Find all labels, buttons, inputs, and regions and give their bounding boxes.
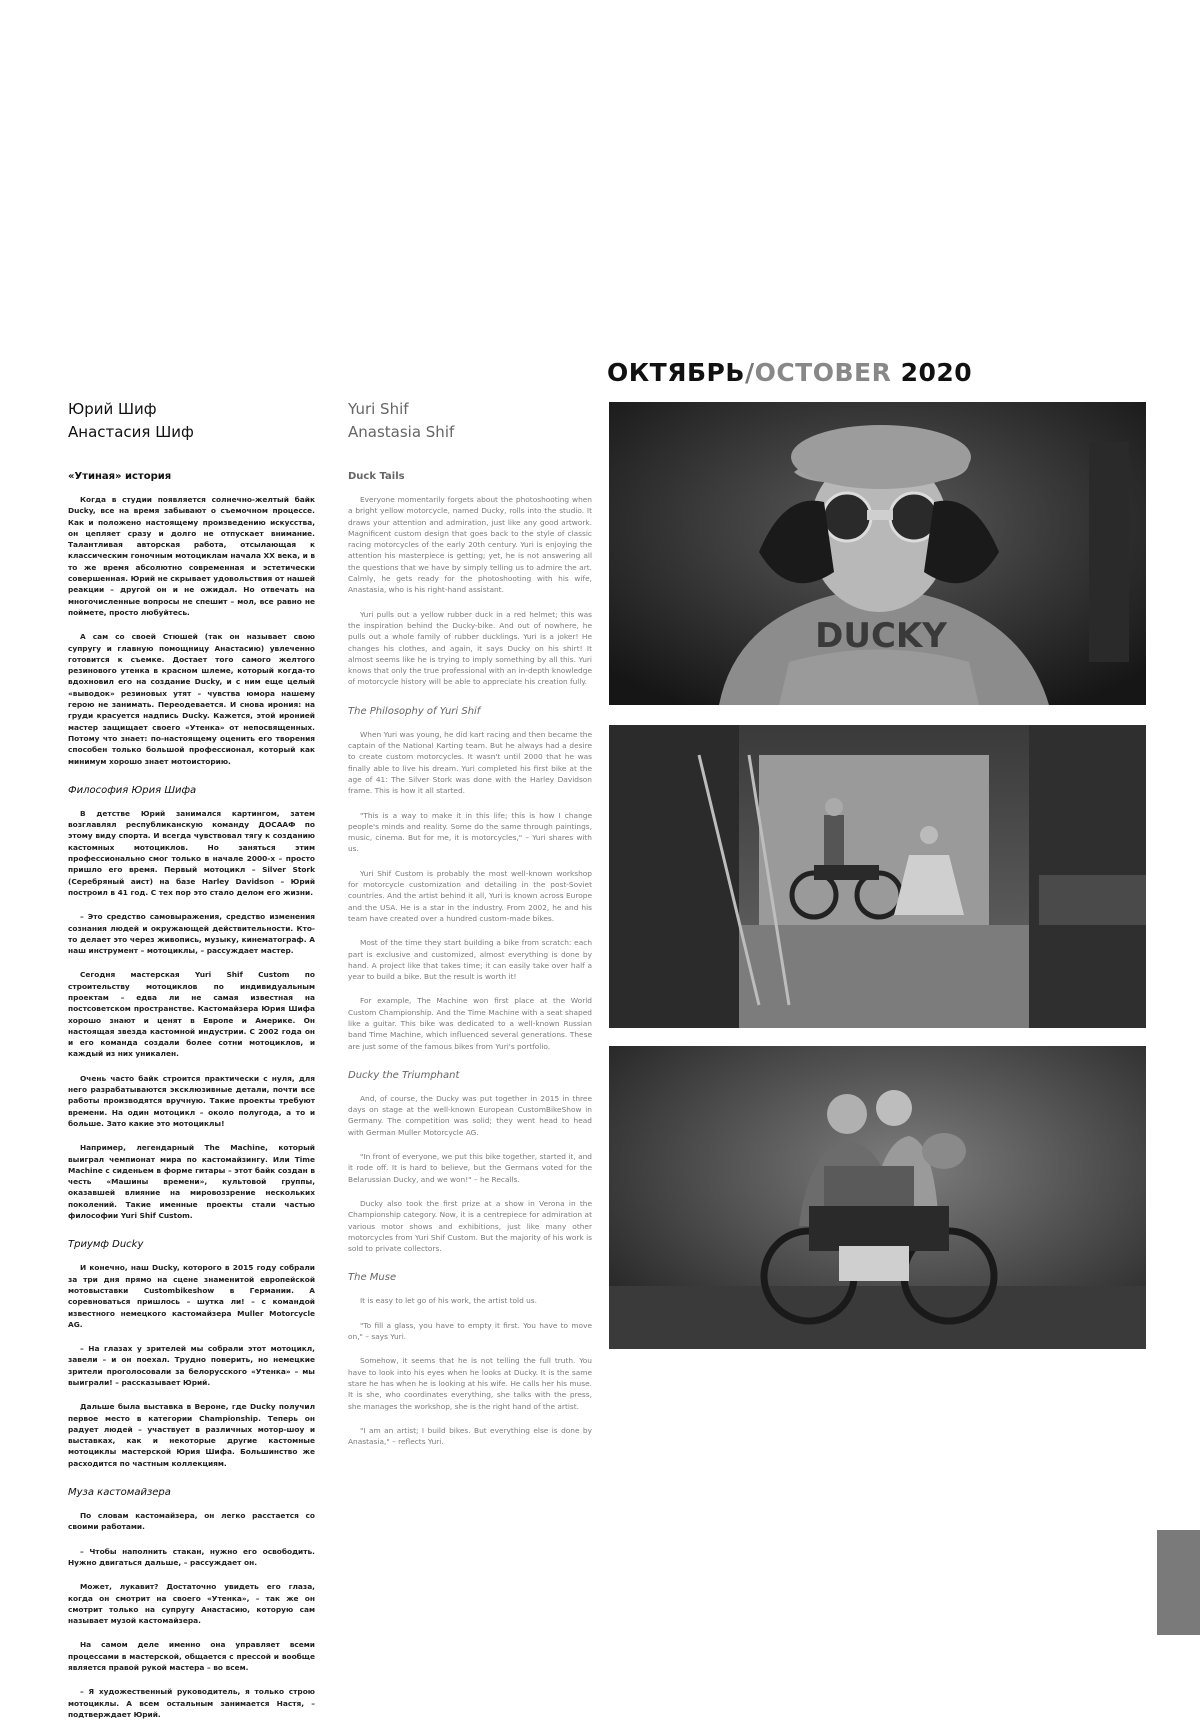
paragraph: Например, легендарный The Machine, который выиграл чемпионат мира по кастомайзингу. Или Time Machine с сиденьем в форме гитары – этот байк создан в честь «Машины времени», культовой группы, оказавшей влияние на мировоззрение нескольких поколений. Такие именные проекты стали частью философии Yuri Shif Custom. [68, 1143, 315, 1221]
paragraph: Yuri pulls out a yellow rubber duck in a red helmet; this was the inspiration behind the Ducky-bike. And out of nowhere, he pulls out a whole family of rubber ducklings. Yuri is a joker! He changes his clothes, and again, it says Ducky on his shirt! It almost seems like he is trying to imply something by all this. Yuri knows that only the true professional with an in-depth knowledge of motorcycle history will be able to appreciate his creation fully. [348, 609, 592, 687]
author-ru-2: Анастасия Шиф [68, 423, 194, 441]
month-en: OCTOBER [754, 358, 892, 387]
paragraph: А сам со своей Стюшей (так он называет свою супругу и главную помощницу Анастасию) увлеченно готовится к съемке. Достает того самого желтого резинового утенка в красном шлеме, который когда-то вдохновил его на создание Ducky, и с ним еще целый «выводок» резиновых утят – чувства юмора нашему герою не занимать. Переодевается. И снова ирония: на груди красуется надпись Ducky. Кажется, этой иронией мастер защищает своего «Утенка» от непосвященных. Потому что знает: по-настоящему оценить его творения способен только большой профессионал, который как минимум хорошо знает мотоисторию. [68, 632, 315, 766]
paragraph: – Я художественный руководитель, я только строю мотоциклы. А всем остальным занимается Настя, – подтверждает Юрий. [68, 1687, 315, 1719]
paragraph: Everyone momentarily forgets about the photoshooting when a bright yellow motorcycle, named Ducky, rolls into the studio. It draws your attention and admiration, just like any good artwork. Magnificent custom design that goes back to the style of classic racing motorcycles of the early 20th century. Yuri is enjoying the attention his masterpiece is getting; yet, he is not answering all the questions that we have by simply telling us to admire the art. Calmly, he gets ready for the photoshooting with his wife, Anastasia, who is his right-hand assistant. [348, 495, 592, 595]
paragraph: When Yuri was young, he did kart racing and then became the captain of the National Karting team. But he always had a desire to create custom motorcycles. It wasn't until 2000 that he was finally able to live his dream. Yuri completed his first bike at the age of 41: The Silver Stork was done with the Harley Davidson frame. This is how it all started. [348, 729, 592, 796]
subheading-en-triumph: Ducky the Triumphant [348, 1069, 460, 1081]
month-ru: ОКТЯБРЬ [607, 358, 745, 387]
paragraph: – На глазах у зрителей мы собрали этот мотоцикл, завели – и он поехал. Трудно поверить, но немецкие зрители проголосовали за белорусского «Утенка» – мы выиграли! – рассказывает Юрий. [68, 1344, 315, 1387]
paragraph: И конечно, наш Ducky, которого в 2015 году собрали за три дня прямо на сцене знаменитой европейской мотовыставки Custombikeshow в Германии. А соревноваться пришлось – шутка ли! – с командой известного немецкого кастомайзера Muller Motorcycle AG. [68, 1263, 315, 1329]
subheading-ru-muse: Муза кастомайзера [68, 1487, 171, 1499]
russian-column [68, 398, 315, 1733]
year: 2020 [900, 358, 973, 387]
paragraph: – Это средство самовыражения, средство изменения сознания людей и окружающей действительности. Кто-то делает это через живопись, музыку, кинематограф. А наш инструмент – мотоциклы, – рассуждает мастер. [68, 912, 315, 956]
paragraph: And, of course, the Ducky was put together in 2015 in three days on stage at the well-known European CustomBikeShow in Germany. The competition was solid; they went head to head with German Muller Motorcycle AG. [348, 1093, 592, 1137]
paragraph: Может, лукавит? Достаточно увидеть его глаза, когда он смотрит на своего «Утенка», – так же он смотрит только на супругу Анастасию, которую сам называет музой кастомайзера. [68, 1582, 315, 1626]
photo-portrait-goggles [609, 402, 1146, 705]
paragraph: For example, The Machine won first place at the World Custom Championship. And the Time Machine with a seat shaped like a guitar. This bike was dedicated to a well-known Russian band Time Machine, which influenced several generations. These are just some of the famous bikes from Yuri's portfolio. [348, 996, 592, 1051]
title-slash: / [744, 358, 755, 387]
paragraph: "To fill a glass, you have to empty it first. You have to move on," – says Yuri. [348, 1320, 592, 1342]
page-edge-tab [1157, 1530, 1200, 1635]
paragraph: Когда в студии появляется солнечно-желтый байк Ducky, все на время забывают о съемочном процессе. Как и положено настоящему произведению искусства, он цепляет сразу и долго не отпускает внимание. Талантливая авторская работа, отсылающая к классическим гоночным мотоциклам начала XX века, и в то же время абсолютно современная и эстетически совершенная. Юрий не скрывает удовольствия от нашей реакции – другой он и не ожидал. Но отвечать на многочисленные вопросы не спешит – мол, все равно не поймете, просто любуйтесь. [68, 495, 315, 617]
author-en-1: Yuri Shif [348, 400, 409, 418]
paragraph: Most of the time they start building a bike from scratch: each part is exclusive and customized, almost everything is done by hand. A project like that takes time; it can easily take over half a year to build a bike. But the result is worth it! [348, 938, 592, 982]
subheading-en-philosophy: The Philosophy of Yuri Shif [348, 705, 481, 717]
subheading-ru-triumph: Триумф Ducky [68, 1239, 144, 1251]
photo-couple-on-bike [609, 1046, 1146, 1349]
paragraph: Сегодня мастерская Yuri Shif Custom по строительству мотоциклов по индивидуальным проектам – едва ли не самая известная на постсоветском пространстве. Кастомайзера Юрия Шифа хорошо знают и ценят в Европе и Америке. Он настоящая звезда кастомной индустрии. С 2002 года он и его команда создали более сотни мотоциклов, и каждый из них уникален. [68, 970, 315, 1059]
paragraph: Ducky also took the first prize at a show in Verona in the Championship category. Now, it is a centrepiece for admiration at various motor shows and exhibitions, just like many other motorcycles from Yuri Shif Custom. But the majority of his work is sold to private collectors. [348, 1198, 592, 1254]
paragraph: "In front of everyone, we put this bike together, started it, and it rode off. It is hard to believe, but the Germans voted for the Belarussian Ducky, and we won!" – he Recalls. [348, 1152, 592, 1184]
paragraph: "This is a way to make it in this life; this is how I change people's minds and reality. Some do the same through paintings, music, cinema. But for me, it is motorcycles," – Yuri shares with us. [348, 810, 592, 854]
paragraph: – Чтобы наполнить стакан, нужно его освободить. Нужно двигаться дальше, – рассуждает он. [68, 1546, 315, 1567]
page-title [607, 358, 972, 387]
subheading-ru-philosophy: Философия Юрия Шифа [68, 784, 197, 796]
heading-ru: «Утиная» история [68, 471, 172, 482]
paragraph: Yuri Shif Custom is probably the most well-known workshop for motorcycle customization and detailing in the post-Soviet countries. And the artist behind it all, Yuri is known across Europe and the USA. He is a star in the industry. From 2002, he and his team have created over a hundred custom-made bikes. [348, 868, 592, 923]
paragraph: На самом деле именно она управляет всеми процессами в мастерской, общается с прессой и вообще является правой рукой мастера – во всем. [68, 1640, 315, 1673]
paragraph: Somehow, it seems that he is not telling the full truth. You have to look into his eyes when he looks at Ducky. It is the same stare he has when he is looking at his wife. He calls her his muse. It is she, who coordinates everything, she talks with the press, she manages the workshop, she is the right hand of the artist. [348, 1356, 592, 1411]
subheading-en-muse: The Muse [348, 1272, 397, 1284]
paragraph: Дальше была выставка в Вероне, где Ducky получил первое место в категории Championship. Теперь он радует людей – участвует в различных мотор-шоу и выставках, как и некоторые другие кастомные мотоциклы мастерской Юрия Шифа. Большинство же расходится по частным коллекциям. [68, 1402, 315, 1468]
english-column [348, 398, 592, 1460]
photo-workshop [609, 725, 1146, 1028]
paragraph: It is easy to let go of his work, the artist told us. [360, 1296, 537, 1306]
paragraph: "I am an artist; I build bikes. But everything else is done by Anastasia," – reflects Yuri. [348, 1425, 592, 1447]
shirt-lettering: DUCKY [815, 616, 947, 656]
author-en-2: Anastasia Shif [348, 423, 455, 441]
heading-en: Duck Tails [348, 471, 405, 482]
paragraph: Очень часто байк строится практически с нуля, для него разрабатываются эксклюзивные детали, почти все работы производятся вручную. Такие проекты требуют времени. На один мотоцикл – около полугода, а то и больше. Зато какие это мотоциклы! [68, 1073, 315, 1128]
author-ru-1: Юрий Шиф [68, 400, 157, 418]
paragraph: В детстве Юрий занимался картингом, затем возглавлял республиканскую команду ДОСААФ по этому виду спорта. И всегда чувствовал тягу к созданию кастомных мотоциклов. Но заняться этим профессионально смог только в начале 2000-х – просто пришло его время. Первый мотоцикл – Silver Stork (Серебряный аист) на базе Harley Davidson – Юрий построил в 41 год. С тех пор это стало делом его жизни. [68, 808, 315, 897]
paragraph: По словам кастомайзера, он легко расстается со своими работами. [68, 1511, 315, 1532]
